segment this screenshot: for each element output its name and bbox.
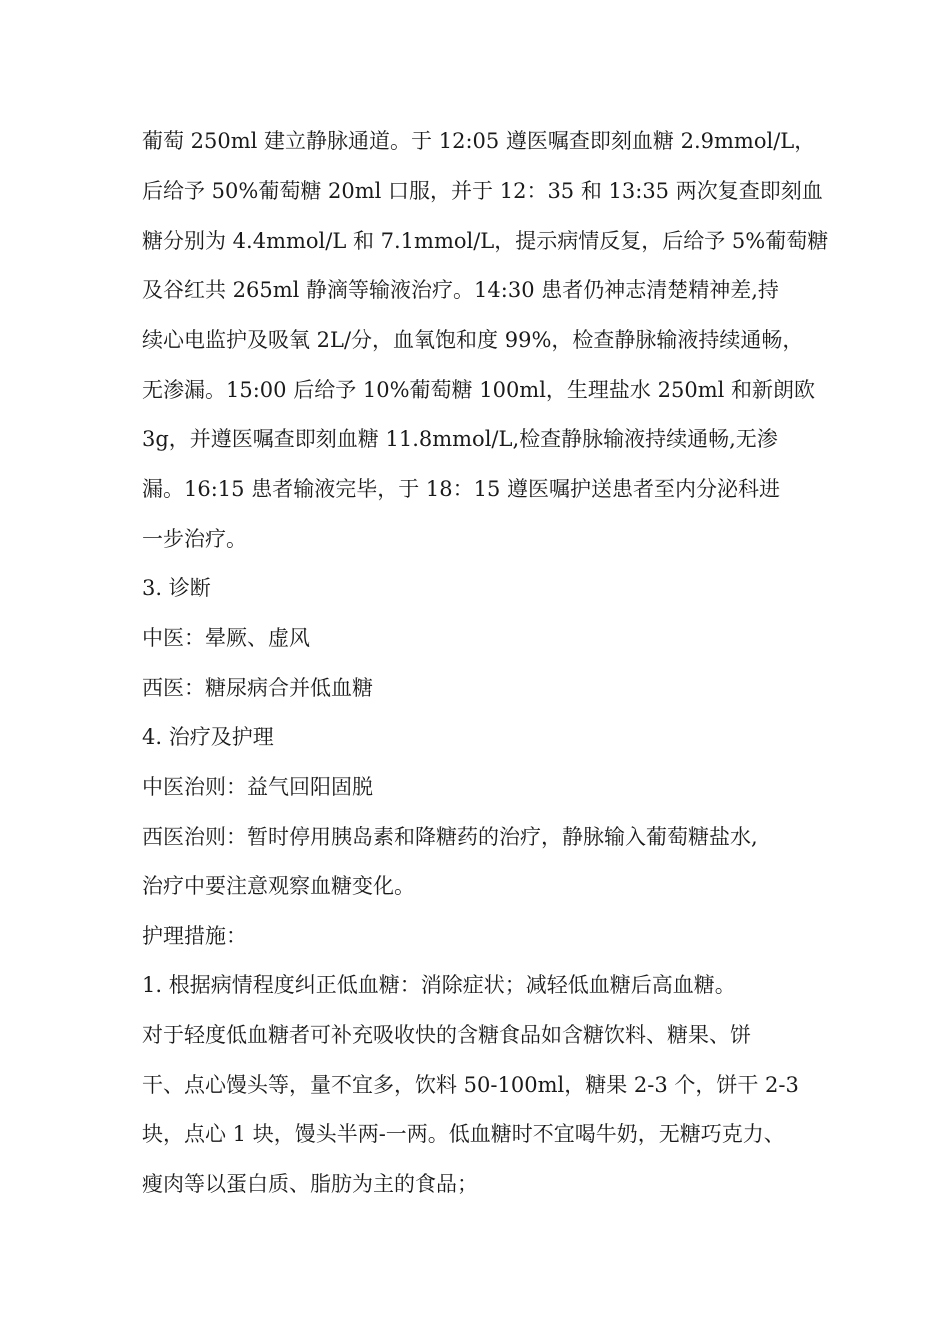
case-line-6: 无渗漏。15:00 后给予 10%葡萄糖 100ml，生理盐水 250ml 和新朗欧 xyxy=(142,378,815,402)
case-line-8: 漏。16:15 患者输液完毕，于 18：15 遵医嘱护送患者至内分泌科进 xyxy=(142,477,780,501)
case-line-2: 后给予 50%葡萄糖 20ml 口服，并于 12：35 和 13:35 两次复查即刻血 xyxy=(142,179,823,203)
treatment-tcm: 中医治则：益气回阳固脱 xyxy=(142,775,373,799)
diagnosis-western: 西医：糖尿病合并低血糖 xyxy=(142,676,373,700)
treatment-western-line-2: 治疗中要注意观察血糖变化。 xyxy=(142,874,415,898)
nursing-detail-line-3: 块，点心 1 块，馒头半两-一两。低血糖时不宜喝牛奶，无糖巧克力、 xyxy=(142,1122,785,1146)
treatment-western-line-1: 西医治则：暂时停用胰岛素和降糖药的治疗，静脉输入葡萄糖盐水, xyxy=(142,825,758,849)
heading-diagnosis: 3. 诊断 xyxy=(142,576,211,600)
nursing-detail-line-4: 瘦肉等以蛋白质、脂肪为主的食品； xyxy=(142,1172,478,1196)
heading-nursing: 护理措施： xyxy=(142,924,247,948)
nursing-detail-line-1: 对于轻度低血糖者可补充吸收快的含糖食品如含糖饮料、糖果、饼 xyxy=(142,1023,751,1047)
nursing-detail-line-2: 干、点心馒头等，量不宜多，饮料 50-100ml，糖果 2-3 个，饼干 2-3 xyxy=(142,1073,799,1097)
case-line-7: 3g，并遵医嘱查即刻血糖 11.8mmol/L,检查静脉输液持续通畅,无渗 xyxy=(142,427,778,451)
case-line-5: 续心电监护及吸氧 2L/分，血氧饱和度 99%，检查静脉输液持续通畅， xyxy=(142,328,804,352)
diagnosis-tcm: 中医：晕厥、虚风 xyxy=(142,626,310,650)
nursing-item-1: 1. 根据病情程度纠正低血糖：消除症状；减轻低血糖后高血糖。 xyxy=(142,973,736,997)
case-line-4: 及谷红共 265ml 静滴等输液治疗。14:30 患者仍神志清楚精神差,持 xyxy=(142,278,779,302)
heading-treatment: 4. 治疗及护理 xyxy=(142,725,274,749)
case-line-3: 糖分别为 4.4mmol/L 和 7.1mmol/L，提示病情反复，后给予 5%葡萄糖 xyxy=(142,229,829,253)
case-line-1: 葡萄 250ml 建立静脉通道。于 12:05 遵医嘱查即刻血糖 2.9mmol/L， xyxy=(142,129,816,153)
case-line-9: 一步治疗。 xyxy=(142,527,247,551)
